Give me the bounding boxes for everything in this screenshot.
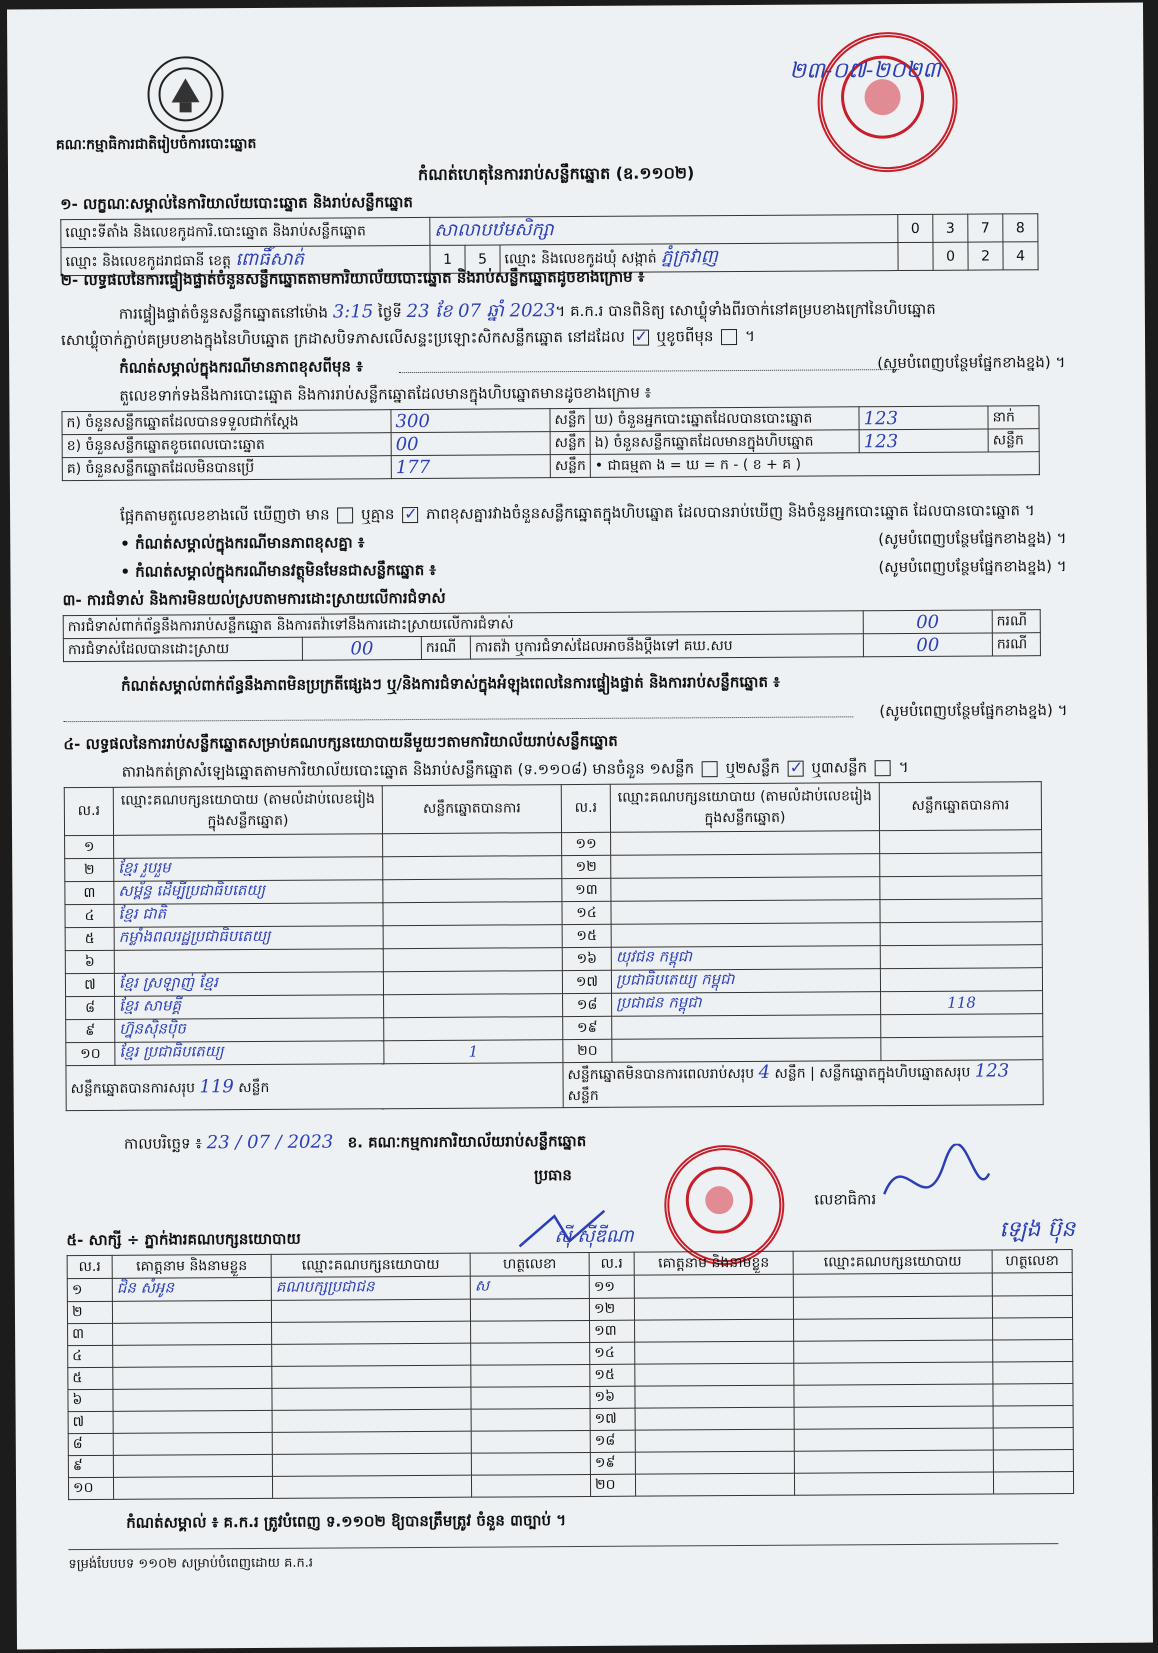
table-cell	[794, 1450, 993, 1473]
witness-table: ល.រ គោត្តនាម និងនាមខ្លួន ឈ្មោះគណបក្សនយោបាយ ហត្ថលេខា ល.រ គោត្តនាម និងនាមខ្លួន ឈ្មោះគណបក្សនយោបាយ ហត្ថលេខា ១ ជិន សំអូន គណបក្សប្រជាជន ស ១១ ២ ១២ ៣ ១៣ ៤ ១៤ ៥ ១៥ ៦ ១៦ ៧ ១៧ ៨ ១៨ ៩ ១៩ ១០ ២០	[67, 1249, 1074, 1500]
table-cell	[383, 971, 562, 995]
table-cell	[611, 831, 880, 856]
checkbox-sealed[interactable]: ✓	[634, 326, 649, 346]
table-cell	[112, 1300, 271, 1323]
table-cell	[114, 880, 383, 905]
org-name: គណៈកម្មាធិការជាតិរៀបចំការបោះឆ្នោត	[55, 135, 257, 154]
table-cell: ៣	[65, 881, 114, 904]
chairman-label: ប្រធាន	[534, 1166, 572, 1185]
table-cell: ១៤	[590, 1342, 635, 1364]
checkbox-has-diff[interactable]	[337, 507, 353, 523]
table-cell: ១៩	[590, 1452, 635, 1474]
table-cell: ៥	[65, 927, 114, 950]
checkbox-3-sheets[interactable]	[875, 760, 891, 776]
table-cell: ២	[67, 1301, 112, 1323]
table-cell	[271, 1276, 470, 1300]
checkbox-broken[interactable]	[721, 329, 737, 345]
handwritten-value: ខ្មែរ ស្រឡាញ់ ខ្មែរ	[118, 973, 218, 992]
table-cell: ៩	[68, 1455, 113, 1477]
table-cell	[612, 992, 881, 1017]
handwritten-value: 1	[468, 1042, 479, 1061]
table-cell: ៤	[68, 1345, 113, 1367]
table-cell: ៤	[65, 904, 114, 927]
table-cell	[611, 946, 880, 971]
table-cell	[794, 1384, 993, 1407]
table-cell: ១០	[66, 1042, 115, 1065]
table-cell	[115, 1018, 384, 1043]
verify-text-2: សោឃ្លុំចាក់ភ្ជាប់គម្របខាងក្នុងនៃហិបឆ្នោត ក្រដាសបិទភាសលើសន្ទះប្រឡោះសិកសន្លឹកឆ្នោត នៅដដែល ✓ ឬខូចពីមុន ។	[60, 326, 756, 350]
table-cell	[272, 1431, 471, 1454]
table-cell	[993, 1361, 1073, 1383]
table-cell	[993, 1427, 1073, 1449]
table-cell	[611, 854, 880, 879]
table-cell	[881, 991, 1043, 1015]
table-cell	[113, 1454, 272, 1477]
table-cell: ៨	[68, 1433, 113, 1455]
table-cell: ៣	[68, 1323, 113, 1345]
table-cell: ១៦	[590, 1386, 635, 1408]
remark-diff-label: • កំណត់សម្គាល់ក្នុងករណីមានភាពខុសគ្នា ៖	[120, 533, 365, 553]
table-cell	[794, 1428, 993, 1451]
table-cell	[272, 1453, 471, 1476]
table-cell	[880, 922, 1042, 946]
table-cell	[471, 1474, 590, 1497]
table-cell: ៧	[65, 973, 114, 996]
table-cell	[635, 1429, 794, 1452]
fill-back-3: (សូមបំពេញបន្ថែមផ្នែកខាងខ្នង) ។	[878, 557, 1067, 577]
summary-intro: តួលេខទាក់ទងនឹងការបោះឆ្នោត និងការរាប់សន្លឹកឆ្នោតដែលមានក្នុងហិបឆ្នោតមានដូចខាងក្រោម ៖	[119, 383, 652, 405]
table-cell	[880, 830, 1042, 854]
table-cell	[471, 1364, 590, 1387]
table-cell	[993, 1318, 1073, 1340]
table-cell: ១៨	[590, 1430, 635, 1452]
table-cell	[992, 1296, 1072, 1318]
table-cell	[471, 1408, 590, 1431]
table-cell	[384, 1017, 563, 1041]
form-code: ទម្រង់បែបបទ ១១០២ សម្រាប់បំពេញដោយ គ.ក.រ	[68, 1555, 314, 1573]
table-cell	[611, 900, 880, 925]
table-cell	[383, 856, 562, 880]
fill-back-2: (សូមបំពេញបន្ថែមផ្នែកខាងខ្នង) ។	[878, 529, 1067, 549]
checkbox-no-diff[interactable]: ✓	[404, 503, 418, 523]
section1-table: ឈ្មោះទីតាំង និងលេខកូដការិ.បោះឆ្នោត និងរាប់សន្លឹកឆ្នោត សាលាបឋមសិក្សា 0 3 7 8 ឈ្មោះ និងលេខកូដរាជធានី ខេត្ត ពោធិ៍សាត់ 1 5 ឈ្មោះ និងលេខកូដឃុំ សង្កាត់ ភ្នំក្រវាញ 0 2 4	[60, 213, 1038, 276]
handwritten-value: សម្ព័ន្ធ ដើម្បីប្រជាធិបតេយ្យ	[118, 880, 266, 900]
table-cell	[635, 1385, 794, 1408]
table-cell: ៧	[68, 1411, 113, 1433]
section1-title: ១- លក្ខណៈសម្គាល់នៃការិយាល័យបោះឆ្នោត និងរាប់សន្លឹកឆ្នោត	[60, 193, 413, 214]
table-cell	[114, 903, 383, 928]
table-cell	[471, 1342, 590, 1365]
table-cell: ១១	[562, 832, 611, 855]
difference-text: ផ្អែកតាមតួលេខខាងលើ ឃើញថា មាន ឬគ្មាន ✓ ភាពខុសគ្នារវាងចំនួនសន្លឹកឆ្នោតក្នុងហិបឆ្នោត ដែលបានរាប់ឃើញ និងចំនួនអ្នកបោះឆ្នោត ដែលបានបោះឆ្នោត ។	[120, 501, 1035, 525]
commune-label: ឈ្មោះ និងលេខកូដឃុំ សង្កាត់ ភ្នំក្រវាញ	[500, 243, 898, 273]
table-cell	[635, 1341, 794, 1364]
table-cell: ១១	[589, 1275, 634, 1298]
section5-title: ៥- សាក្សី ÷ ភ្នាក់ងារគណបក្សនយោបាយ	[66, 1229, 301, 1250]
table-cell: ១៩	[563, 1016, 612, 1039]
sheet-count-text: តារាងកត់ត្រាសំឡេងឆ្នោតតាមការិយាល័យបោះឆ្នោត និងរាប់សន្លឹកឆ្នោត (ទ.១១០៨) មានចំនួន ១សន្លឹក ឬ២សន្លឹក ✓ ឬ៣សន្លឹក ។	[121, 757, 909, 781]
footnote: កំណត់សម្គាល់ ៖ គ.ក.រ ត្រូវបំពេញ ទ.១១០២ ឱ្យបានត្រឹមត្រូវ ចំនួន ៣ច្បាប់ ។	[126, 1511, 567, 1532]
handwritten-value: 118	[947, 993, 976, 1012]
table-cell: ១៥	[562, 924, 611, 947]
table-cell: ៨	[66, 996, 115, 1019]
table-cell	[113, 1344, 272, 1367]
handwritten-value: កម្លាំងពលរដ្ឋប្រជាធិបតេយ្យ	[118, 926, 271, 946]
table-cell	[471, 1430, 590, 1453]
table-cell: ១៧	[590, 1408, 635, 1430]
remark-irregular: កំណត់សម្គាល់ពាក់ព័ន្ធនឹងភាពមិនប្រក្រតីផ្សេងៗ ឬ/និងការជំទាស់ក្នុងអំឡុងពេលនៃការផ្ទៀងផ្ទាត់ និងការរាប់សន្លឹកឆ្នោត ៖	[121, 672, 780, 695]
table-cell	[272, 1365, 471, 1388]
table-cell	[114, 834, 383, 859]
table-cell	[881, 1037, 1043, 1061]
party-results-table: ល.រ ឈ្មោះគណបក្សនយោបាយ (តាមលំដាប់លេខរៀងក្នុងសន្លឹកឆ្នោត) សន្លឹកឆ្នោតបានការ ល.រ ឈ្មោះគណបក្សនយោបាយ (តាមលំដាប់លេខរៀងក្នុងសន្លឹកឆ្នោត) សន្លឹកឆ្នោតបានការ ១ ១១ ២ ខ្មែរ រួបរួម ១២ ៣ សម្ព័ន្ធ ដើម្បីប្រជាធិបតេយ្យ ១៣ ៤ ខ្មែរ ជាតិ ១៤ ៥ កម្លាំងពលរដ្ឋប្រជាធិបតេយ្យ ១៥ ៦ ១៦ យុវជន កម្ពុជា ៧ ខ្មែរ ស្រឡាញ់ ខ្មែរ ១៧ ប្រជាធិបតេយ្យ កម្ពុជា ៨ ខ្មែរ សាមគ្គី ១៨ ប្រជាជន កម្ពុជា 118 ៩ ហ្វ៊ុនស៊ិនប៉ិច ១៩ ១០ ខ្មែរ ប្រជាធិបតេយ្យ 1 ២០ សន្លឹកឆ្នោតបានការសរុប 119 សន្លឹក សន្លឹកឆ្នោតមិនបានការពេលរាប់សរុប 4 សន្លឹក | សន្លឹកឆ្នោតក្នុងហិបឆ្នោតសរុប 123 សន្លឹក	[64, 781, 1044, 1111]
table-cell: ១៨	[563, 993, 612, 1016]
table-cell	[993, 1383, 1073, 1405]
table-cell	[634, 1274, 793, 1298]
table-cell	[113, 1322, 272, 1345]
table-cell	[471, 1320, 590, 1343]
table-cell	[383, 833, 562, 857]
total-invalid-and-box: សន្លឹកឆ្នោតមិនបានការពេលរាប់សរុប 4 សន្លឹក | សន្លឹកឆ្នោតក្នុងហិបឆ្នោតសរុប 123 សន្លឹក	[563, 1060, 1043, 1108]
total-valid: សន្លឹកឆ្នោតបានការសរុប 119 សន្លឹក	[66, 1063, 563, 1111]
table-cell	[114, 857, 383, 882]
table-cell	[114, 926, 383, 951]
handwritten-value: ខ្មែរ រួបរួម	[118, 858, 171, 877]
table-cell	[635, 1473, 794, 1496]
table-cell	[383, 925, 562, 949]
chairman-name: ស៊ី ស៊ីឌីណា	[554, 1225, 634, 1248]
table-cell: ១	[67, 1278, 112, 1301]
table-cell	[993, 1471, 1073, 1493]
table-cell	[635, 1319, 794, 1342]
table-cell	[881, 1014, 1043, 1038]
table-cell: ១៦	[562, 947, 611, 970]
table-cell	[471, 1386, 590, 1409]
table-cell: ៦	[65, 950, 114, 973]
table-cell	[794, 1318, 993, 1341]
table-cell: ១៤	[562, 901, 611, 924]
table-cell	[611, 923, 880, 948]
table-cell	[794, 1472, 993, 1495]
table-cell	[612, 1015, 881, 1040]
table-cell	[880, 876, 1042, 900]
table-cell: ៦	[68, 1389, 113, 1411]
table-cell	[993, 1449, 1073, 1471]
date-line: កាលបរិច្ឆេទ ៖ 23 / 07 / 2023 ខ. គណៈកម្មការការិយាល័យរាប់សន្លឹកឆ្នោត	[123, 1131, 587, 1154]
table-cell	[611, 969, 880, 994]
top-annotation: ២៣-០៧-២០២៣	[789, 57, 942, 84]
official-stamp-bottom	[664, 1145, 785, 1266]
table-cell: ១៣	[590, 1320, 635, 1342]
form-title: កំណត់ហេតុនៃការរាប់សន្លឹកឆ្នោត (ឧ.១១០២)	[417, 163, 695, 184]
document-page	[7, 3, 1153, 1650]
table-cell	[383, 902, 562, 926]
table-cell	[272, 1343, 471, 1366]
section3-title: ៣- ការជំទាស់ និងការមិនយល់ស្របតាមការដោះស្រាយលើការជំទាស់	[62, 588, 446, 610]
table-cell	[112, 1277, 271, 1301]
table-cell	[115, 995, 384, 1020]
table-cell: ១៣	[562, 878, 611, 901]
table-cell	[992, 1273, 1072, 1296]
table-cell	[384, 1040, 563, 1064]
center-label: ឈ្មោះទីតាំង និងលេខកូដការិ.បោះឆ្នោត និងរាប់សន្លឹកឆ្នោត	[61, 217, 430, 247]
table-cell	[634, 1297, 793, 1320]
table-cell	[470, 1298, 589, 1321]
table-cell	[383, 879, 562, 903]
table-cell	[113, 1388, 272, 1411]
handwritten-value: ជិន សំអូន	[116, 1278, 175, 1297]
table-cell: ១២	[562, 855, 611, 878]
table-cell	[114, 972, 383, 997]
table-cell	[635, 1451, 794, 1474]
table-cell	[272, 1409, 471, 1432]
center-value: សាលាបឋមសិក្សា	[430, 215, 898, 246]
handwritten-value: ប្រជាធិបតេយ្យ កម្ពុជា	[615, 970, 735, 989]
fill-back-1: (សូមបំពេញបន្ថែមផ្នែកខាងខ្នង) ។	[877, 353, 1066, 373]
table-cell	[612, 1038, 881, 1063]
table-cell	[470, 1275, 589, 1299]
table-cell	[793, 1296, 992, 1319]
section2-title: ២- លទ្ធផលនៃការផ្ទៀងផ្ទាត់ចំនួនសន្លឹកឆ្នោតតាមការិយាល័យបោះឆ្នោត និងរាប់សន្លឹកឆ្នោតដូចខាងក្រោម ៖	[60, 267, 645, 290]
table-cell: ១៥	[590, 1364, 635, 1386]
nec-logo	[147, 56, 223, 132]
table-cell: ២០	[563, 1039, 612, 1062]
handwritten-value: ស	[474, 1276, 490, 1295]
table-cell: ១០	[68, 1477, 113, 1499]
table-cell	[794, 1362, 993, 1385]
table-cell: ១	[65, 835, 114, 858]
verify-text-1: ការផ្ទៀងផ្ទាត់ចំនួនសន្លឹកឆ្នោតនៅម៉ោង 3:15 ថ្ងៃទី 23 ខែ 07 ឆ្នាំ 2023។ គ.ក.រ បានពិនិត្យ សោឃ្លុំទាំងពីរចាក់នៅគម្របខាងក្រៅនៃហិបឆ្នោត	[118, 299, 936, 323]
handwritten-value: ហ្វ៊ុនស៊ិនប៉ិច	[119, 1019, 186, 1038]
table-cell	[635, 1407, 794, 1430]
province-label: ឈ្មោះ និងលេខកូដរាជធានី ខេត្ត ពោធិ៍សាត់	[61, 245, 430, 275]
table-cell	[794, 1406, 993, 1429]
table-cell	[383, 948, 562, 972]
table-cell	[794, 1340, 993, 1363]
handwritten-value: យុវជន កម្ពុជា	[615, 947, 693, 966]
handwritten-value: ខ្មែរ ប្រជាធិបតេយ្យ	[119, 1042, 224, 1061]
handwritten-value: គណបក្សប្រជាជន	[275, 1277, 375, 1296]
ballot-count-table: ក) ចំនួនសន្លឹកឆ្នោតដែលបានទទួលជាក់ស្ដែង 300 សន្លឹក ឃ) ចំនួនអ្នកបោះឆ្នោតដែលបានបោះឆ្នោត 123 នាក់ ខ) ចំនួនសន្លឹកឆ្នោតខូចពេលបោះឆ្នោត 00 សន្លឹក ង) ចំនួនសន្លឹកឆ្នោតដែលមានក្នុងហិបឆ្នោត 123 សន្លឹក គ) ចំនួនសន្លឹកឆ្នោតដែលមិនបានប្រើ 177 សន្លឹក • ជាធម្មតា ង = ឃ = ក - ( ខ + គ )	[61, 405, 1039, 481]
table-cell	[880, 945, 1042, 969]
table-cell	[113, 1410, 272, 1433]
table-cell	[115, 1041, 384, 1066]
official-stamp-top	[817, 32, 958, 173]
table-cell	[471, 1452, 590, 1475]
table-cell: ៥	[68, 1367, 113, 1389]
chairman-signature	[514, 1206, 614, 1257]
fill-back-4: (សូមបំពេញបន្ថែមផ្នែកខាងខ្នង) ។	[879, 701, 1068, 721]
table-cell	[113, 1366, 272, 1389]
table-cell	[272, 1321, 471, 1344]
table-cell	[113, 1432, 272, 1455]
table-cell	[880, 968, 1042, 992]
checkbox-1-sheet[interactable]	[702, 761, 718, 777]
table-cell	[635, 1363, 794, 1386]
section4-title: ៤- លទ្ធផលនៃការរាប់សន្លឹកឆ្នោតសម្រាប់គណបក្សនយោបាយនីមួយៗតាមការិយាល័យរាប់សន្លឹកឆ្នោត	[63, 731, 618, 754]
table-cell	[993, 1340, 1073, 1362]
table-cell: ១៧	[562, 970, 611, 993]
table-cell	[880, 853, 1042, 877]
table-cell	[611, 877, 880, 902]
remark-label-1: កំណត់សម្គាល់ក្នុងករណីមានភាពខុសពីមុន ៖	[119, 357, 363, 377]
table-cell	[113, 1476, 272, 1499]
table-cell	[880, 899, 1042, 923]
secretary-label: លេខាធិការ	[814, 1190, 877, 1209]
table-cell: ២	[65, 858, 114, 881]
table-cell: ៩	[66, 1019, 115, 1042]
table-cell	[993, 1405, 1073, 1427]
table-cell	[272, 1475, 471, 1498]
remark-other-label: • កំណត់សម្គាល់ក្នុងករណីមានវត្ថុមិនមែនជាសន្លឹកឆ្នោត ៖	[120, 560, 437, 581]
complaint-table: ការជំទាស់ពាក់ព័ន្ធនឹងការរាប់សន្លឹកឆ្នោត និងការតវ៉ាទៅនឹងការដោះស្រាយលើការជំទាស់ 00 ករណី ការជំទាស់ដែលបានដោះស្រាយ 00 ករណី ការតវ៉ា ឬការជំទាស់ដែលអាចនឹងប្ដឹងទៅ គឃ.សប 00 ករណី	[63, 609, 1041, 662]
handwritten-value: ខ្មែរ សាមគ្គី	[119, 996, 182, 1015]
table-cell	[114, 949, 383, 974]
table-cell	[793, 1273, 992, 1297]
table-cell: ២០	[590, 1474, 635, 1496]
handwritten-value: ខ្មែរ ជាតិ	[118, 904, 167, 923]
secretary-name: ឡេង ប៊ុន	[999, 1216, 1076, 1243]
secretary-signature	[874, 1143, 994, 1214]
table-cell	[271, 1299, 470, 1322]
checkbox-2-sheets[interactable]: ✓	[789, 757, 804, 777]
table-cell	[272, 1387, 471, 1410]
table-cell: ១២	[589, 1298, 634, 1320]
table-cell	[384, 994, 563, 1018]
handwritten-value: ប្រជាជន កម្ពុជា	[616, 993, 702, 1012]
